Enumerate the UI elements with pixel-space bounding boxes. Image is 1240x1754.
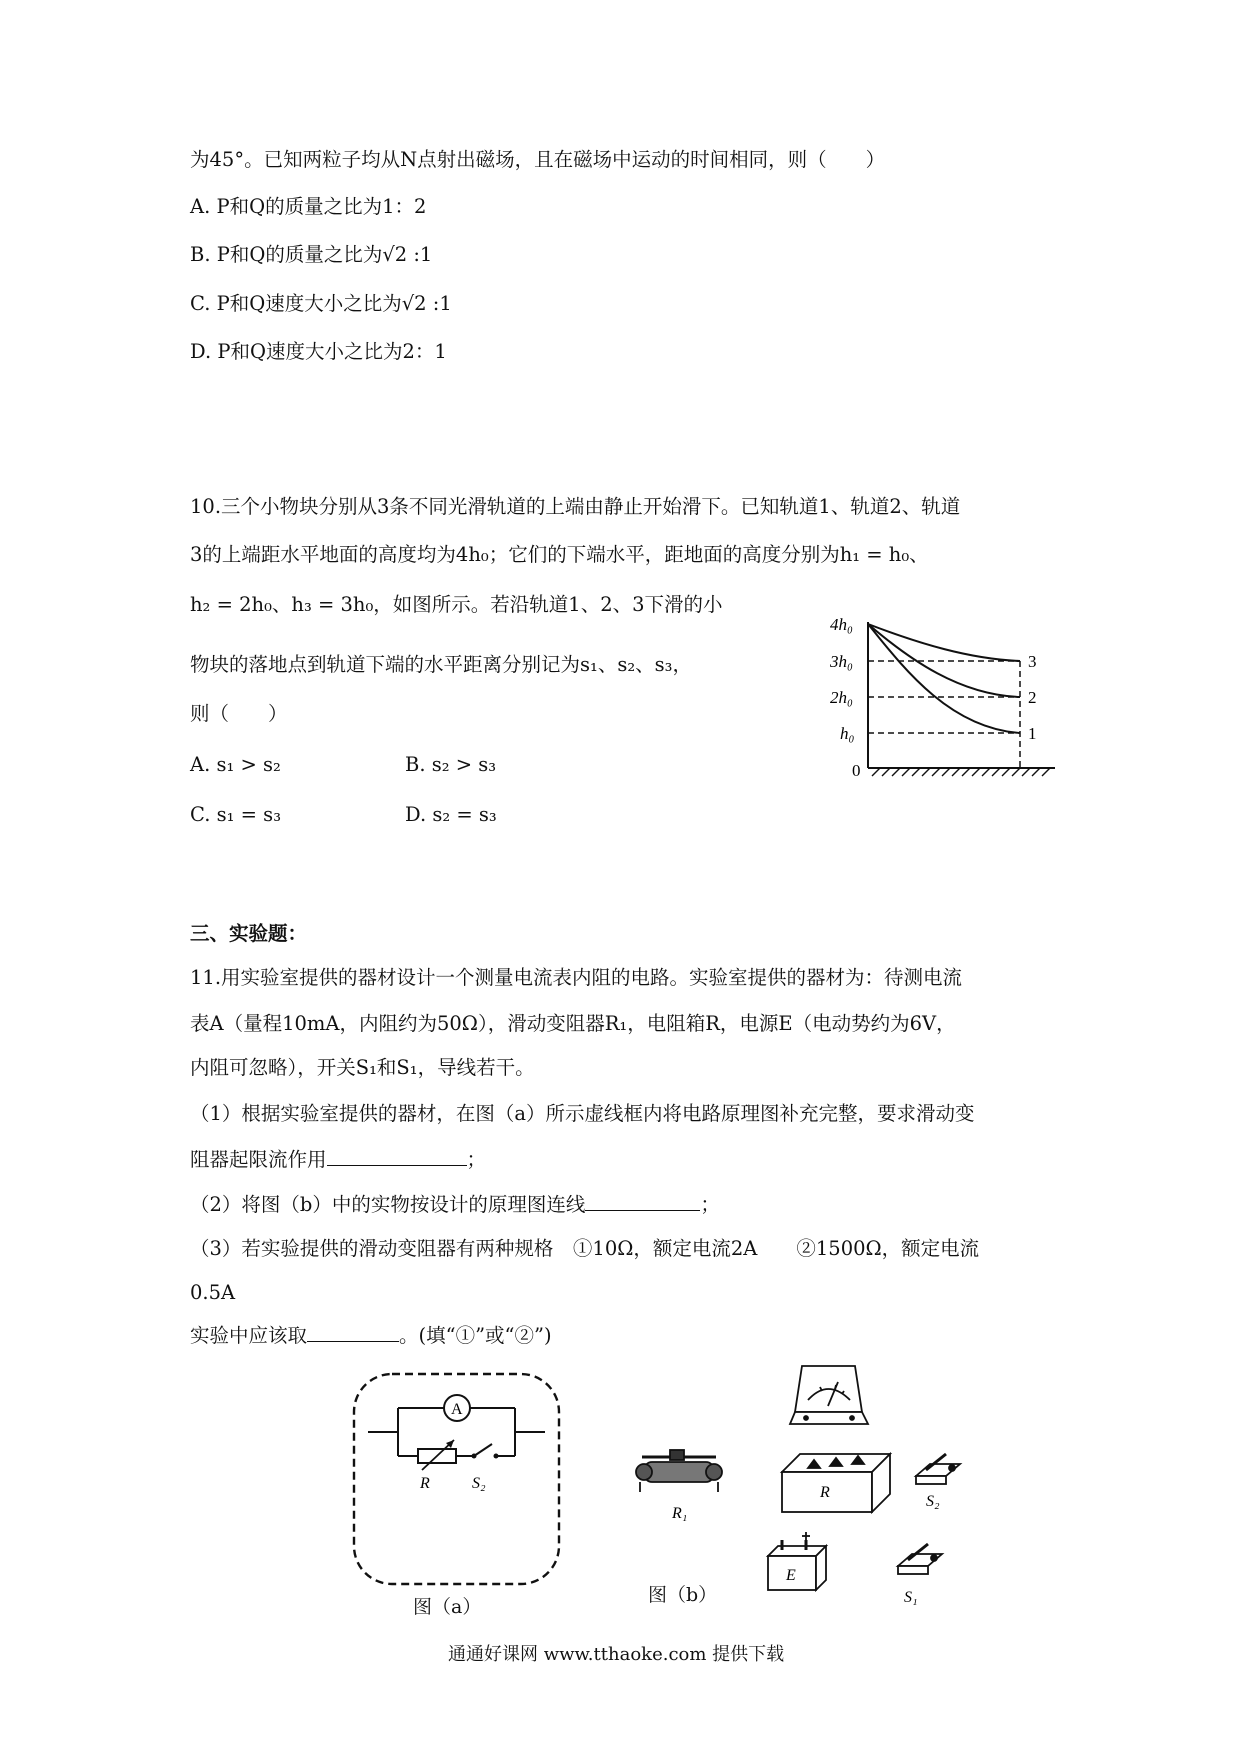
q11-line1: 11.用实验室提供的器材设计一个测量电流表内阻的电路。实验室提供的器材为：待测电流 — [190, 966, 963, 989]
battery-label: E — [786, 1567, 796, 1584]
q11-part1: （1）根据实验室提供的器材，在图（a）所示虚线框内将电路原理图补充完整，要求滑动变 — [190, 1102, 975, 1125]
q9-option-d: D. P和Q速度大小之比为2：1 — [190, 340, 447, 363]
q11-part3: （3）若实验提供的滑动变阻器有两种规格 ①10Ω，额定电流2A ②1500Ω，额定电流 — [190, 1237, 980, 1260]
switch-s2-device — [916, 1454, 960, 1484]
switch-s2-device-label: S₂ — [926, 1493, 940, 1510]
resistance-box-label: R — [820, 1484, 830, 1501]
q11-line3: 内阻可忽略），开关S₁和S₁，导线若干。 — [190, 1056, 535, 1079]
q11-line2: 表A（量程10mA，内阻约为50Ω），滑动变阻器R₁，电阻箱R，电源E（电动势约为6V， — [190, 1012, 956, 1035]
q10-option-d: D. s₂ = s₃ — [405, 803, 497, 826]
q11-answer-blank-1[interactable] — [327, 1145, 467, 1166]
y-label-h0: h₀ — [840, 724, 855, 743]
q11-part3c: 实验中应该取 — [190, 1324, 308, 1347]
q11-part1b-row — [190, 1145, 486, 1174]
resistor-label: R — [420, 1475, 430, 1492]
q11-part3b: 0.5A — [190, 1281, 236, 1304]
q10-option-a: A. s₁ > s₂ — [190, 753, 281, 776]
switch-s2-blade — [474, 1444, 492, 1456]
rheostat-device — [636, 1450, 722, 1492]
ammeter-device — [790, 1366, 868, 1424]
y-label-2h0: 2h₀ — [830, 688, 853, 707]
switch-s2-label: S₂ — [472, 1475, 486, 1492]
track-1 — [868, 624, 1020, 733]
q10-option-c: C. s₁ = s₃ — [190, 803, 282, 826]
fig-b-caption: 图（b） — [648, 1584, 718, 1606]
track-label-1: 1 — [1028, 724, 1037, 743]
q9-option-a: A. P和Q的质量之比为1：2 — [190, 195, 427, 218]
q10-line4: 物块的落地点到轨道下端的水平距离分别记为s₁、s₂、s₃， — [190, 653, 692, 676]
q11-part1-end: ； — [466, 1148, 487, 1171]
track-label-3: 3 — [1028, 652, 1037, 671]
q11-part3c-end: 。(填“①”或“②”) — [399, 1324, 552, 1347]
q11-part2: （2）将图（b）中的实物按设计的原理图连线 — [190, 1193, 586, 1216]
q10-line5: 则（ ） — [190, 702, 288, 725]
q9-option-b: B. P和Q的质量之比为√2 :1 — [190, 243, 433, 266]
ground-hatch — [872, 768, 1050, 776]
q11-part1b: 阻器起限流作用 — [190, 1148, 327, 1171]
switch-s1-device — [898, 1544, 942, 1574]
q10-line2: 3的上端距水平地面的高度均为4h₀；它们的下端水平，距地面的高度分别为h₁ = h₀、 — [190, 543, 929, 566]
y-label-3h0: 3h₀ — [830, 652, 853, 671]
section-title: 三、实验题： — [190, 922, 308, 945]
ammeter-label: A — [451, 1401, 463, 1418]
y-label-4h0: 4h₀ — [830, 615, 853, 634]
page-footer: 通通好课网 www.tthaoke.com 提供下载 — [448, 1644, 785, 1665]
q11-part2-end: ； — [700, 1193, 720, 1216]
q11-figure-a — [350, 1370, 565, 1590]
q11-answer-blank-2[interactable] — [585, 1190, 700, 1211]
fig-a-caption: 图（a） — [413, 1596, 482, 1618]
battery-device — [768, 1532, 826, 1590]
track-label-2: 2 — [1028, 688, 1037, 707]
q10-track-figure — [830, 610, 1060, 785]
q10-line1: 10.三个小物块分别从3条不同光滑轨道的上端由静止开始滑下。已知轨道1、轨道2、轨道 — [190, 495, 961, 518]
q11-figure-b — [630, 1360, 970, 1610]
switch-s1-device-label: S₁ — [904, 1589, 918, 1606]
q10-option-b: B. s₂ > s₃ — [405, 753, 497, 776]
q11-part3c-row — [190, 1321, 552, 1350]
q9-option-c: C. P和Q速度大小之比为√2 :1 — [190, 292, 452, 315]
q11-answer-blank-3[interactable] — [307, 1321, 399, 1342]
q9-stem-end: 为45°。已知两粒子均从N点射出磁场，且在磁场中运动的时间相同，则（ ） — [190, 148, 886, 171]
resistance-box-device — [782, 1454, 890, 1512]
rheostat-label: R₁ — [672, 1505, 688, 1522]
q11-part2-row — [190, 1190, 720, 1219]
q10-line3: h₂ = 2h₀、h₃ = 3h₀，如图所示。若沿轨道1、2、3下滑的小 — [190, 593, 723, 616]
y-label-0: 0 — [852, 761, 861, 780]
